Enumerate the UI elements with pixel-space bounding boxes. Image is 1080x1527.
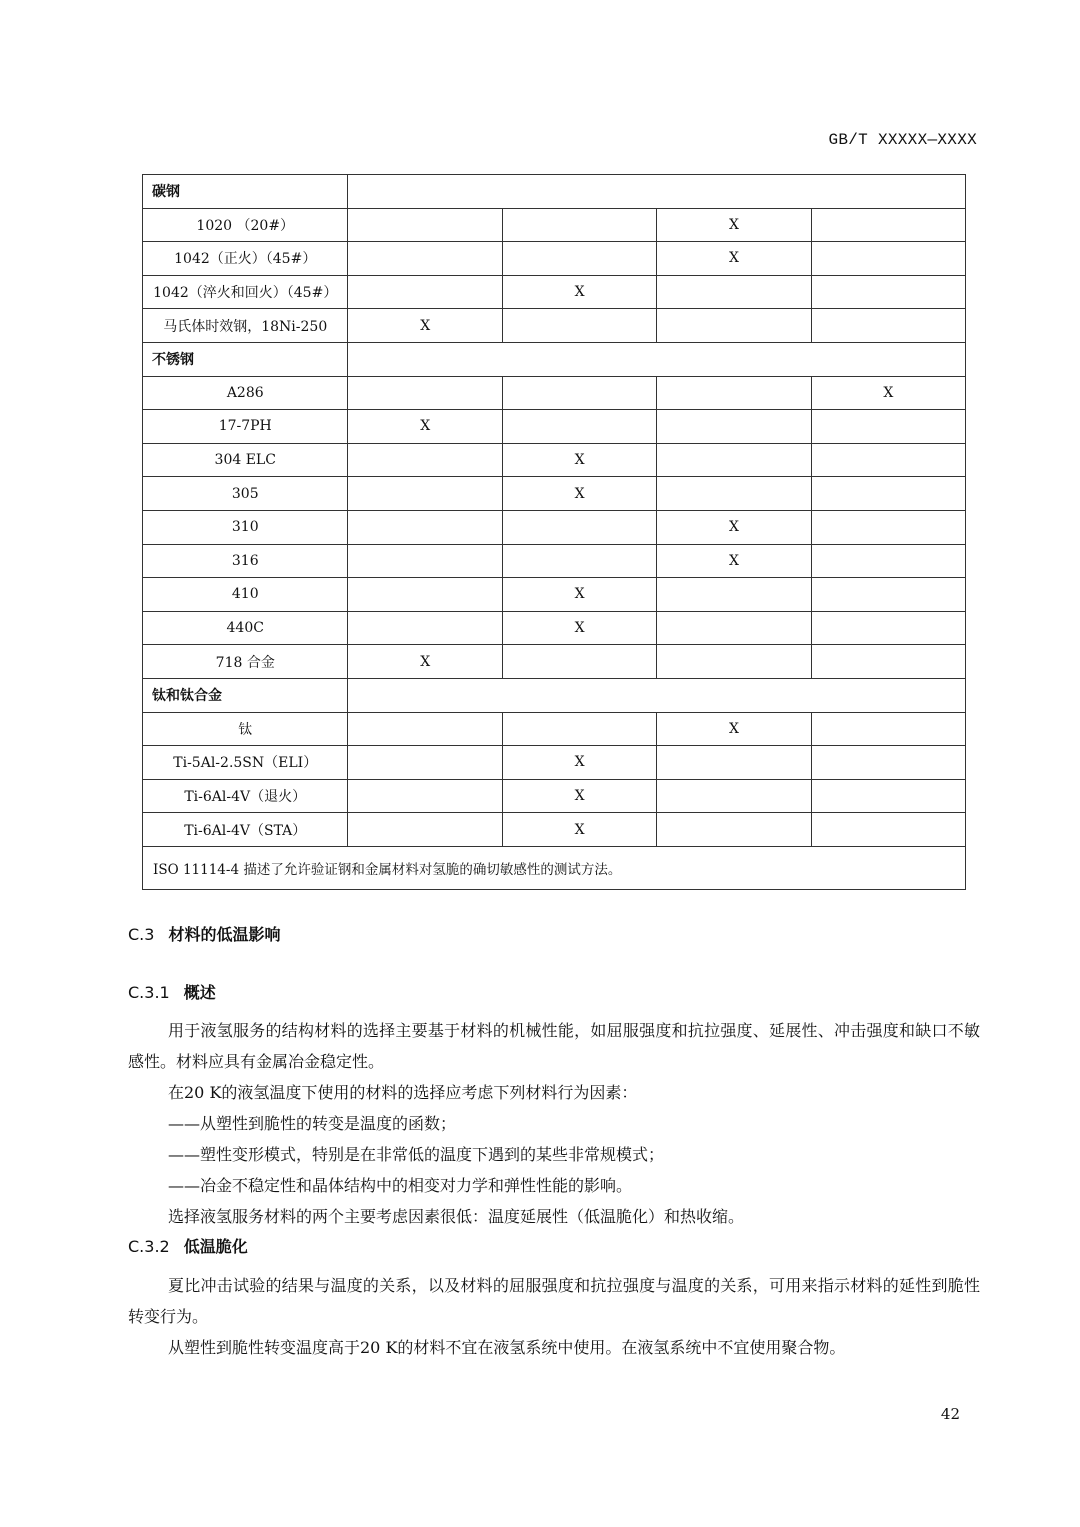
paragraph: 夏比冲击试验的结果与温度的关系，以及材料的屈服强度和抗拉强度与温度的关系，可用来指示材料的延性到脆性转变行为。 xyxy=(128,1276,980,1326)
table-note: ISO 11114-4 描述了允许验证钢和金属材料对氢脆的确切敏感性的测试方法。 xyxy=(143,846,966,889)
material-name: 718 合金 xyxy=(143,645,348,679)
table-row xyxy=(143,578,966,612)
section-number: C.3.1 xyxy=(128,983,170,1002)
mark-cell xyxy=(657,746,811,780)
group-empty-cell xyxy=(348,678,966,712)
mark-cell xyxy=(348,779,502,813)
mark-cell xyxy=(657,578,811,612)
mark-cell: X xyxy=(502,443,656,477)
mark-cell: X xyxy=(502,611,656,645)
group-title: 不锈钢 xyxy=(143,342,348,376)
mark-cell xyxy=(811,510,965,544)
mark-cell: X xyxy=(502,779,656,813)
mark-cell xyxy=(502,376,656,410)
mark-cell xyxy=(348,208,502,242)
mark-cell xyxy=(657,813,811,847)
section-c32-body xyxy=(128,1270,980,1363)
mark-cell xyxy=(657,611,811,645)
mark-cell: X xyxy=(502,275,656,309)
table-note-row xyxy=(143,846,966,889)
section-c31-body xyxy=(128,1015,980,1232)
mark-cell xyxy=(811,544,965,578)
paragraph: 从塑性到脆性转变温度高于20 K的材料不宜在液氢系统中使用。在液氢系统中不宜使用聚合物。 xyxy=(168,1338,846,1357)
mark-cell xyxy=(811,611,965,645)
mark-cell xyxy=(657,443,811,477)
table-row xyxy=(143,813,966,847)
material-name: 305 xyxy=(143,477,348,511)
material-name: 440C xyxy=(143,611,348,645)
mark-cell: X xyxy=(348,645,502,679)
material-name: 316 xyxy=(143,544,348,578)
paragraph: 在20 K的液氢温度下使用的材料的选择应考虑下列材料行为因素： xyxy=(168,1083,638,1102)
group-title: 钛和钛合金 xyxy=(143,678,348,712)
mark-cell xyxy=(502,309,656,343)
mark-cell xyxy=(502,712,656,746)
mark-cell xyxy=(348,242,502,276)
section-title: 概述 xyxy=(183,983,216,1002)
mark-cell xyxy=(811,477,965,511)
section-number: C.3.2 xyxy=(128,1237,170,1256)
mark-cell: X xyxy=(502,813,656,847)
standard-code: GB/T XXXXX—XXXX xyxy=(828,131,977,149)
list-item: ——塑性变形模式，特别是在非常低的温度下遇到的某些非常规模式； xyxy=(168,1145,665,1164)
mark-cell xyxy=(502,544,656,578)
mark-cell xyxy=(348,578,502,612)
mark-cell xyxy=(348,544,502,578)
table-group-row xyxy=(143,678,966,712)
mark-cell xyxy=(657,275,811,309)
table-row xyxy=(143,645,966,679)
mark-cell xyxy=(657,779,811,813)
mark-cell xyxy=(348,443,502,477)
mark-cell: X xyxy=(502,746,656,780)
section-title: 低温脆化 xyxy=(183,1237,248,1256)
paragraph: 选择液氢服务材料的两个主要考虑因素很低：温度延展性（低温脆化）和热收缩。 xyxy=(168,1207,745,1226)
mark-cell xyxy=(657,645,811,679)
material-name: 17-7PH xyxy=(143,410,348,444)
mark-cell: X xyxy=(348,309,502,343)
mark-cell: X xyxy=(502,578,656,612)
mark-cell xyxy=(811,813,965,847)
page-number: 42 xyxy=(940,1405,960,1423)
table-row xyxy=(143,746,966,780)
mark-cell: X xyxy=(811,376,965,410)
mark-cell: X xyxy=(657,510,811,544)
mark-cell xyxy=(348,477,502,511)
mark-cell xyxy=(502,242,656,276)
mark-cell: X xyxy=(657,242,811,276)
group-title: 碳钢 xyxy=(143,175,348,209)
material-name: 1020 （20#） xyxy=(143,208,348,242)
material-name: 钛 xyxy=(143,712,348,746)
paragraph: 用于液氢服务的结构材料的选择主要基于材料的机械性能，如屈服强度和抗拉强度、延展性、冲击强度和缺口不敏感性。材料应具有金属冶金稳定性。 xyxy=(128,1021,980,1071)
mark-cell xyxy=(657,309,811,343)
mark-cell xyxy=(811,578,965,612)
section-number: C.3 xyxy=(128,925,155,944)
table-row xyxy=(143,309,966,343)
mark-cell xyxy=(811,208,965,242)
section-heading-c3 xyxy=(128,922,280,945)
table-row xyxy=(143,208,966,242)
material-name: A286 xyxy=(143,376,348,410)
material-name: 1042（正火）（45#） xyxy=(143,242,348,276)
mark-cell xyxy=(348,746,502,780)
mark-cell xyxy=(348,376,502,410)
mark-cell xyxy=(811,410,965,444)
list-item: ——冶金不稳定性和晶体结构中的相变对力学和弹性性能的影响。 xyxy=(168,1176,633,1195)
mark-cell xyxy=(348,275,502,309)
table-group-row xyxy=(143,342,966,376)
table-row xyxy=(143,611,966,645)
mark-cell xyxy=(657,376,811,410)
mark-cell xyxy=(811,779,965,813)
table-row xyxy=(143,242,966,276)
mark-cell xyxy=(811,242,965,276)
mark-cell xyxy=(502,410,656,444)
mark-cell xyxy=(348,712,502,746)
mark-cell: X xyxy=(657,544,811,578)
mark-cell xyxy=(811,275,965,309)
mark-cell xyxy=(348,611,502,645)
list-item: ——从塑性到脆性的转变是温度的函数； xyxy=(168,1114,457,1133)
material-name: 马氏体时效钢，18Ni-250 xyxy=(143,309,348,343)
section-heading-c31 xyxy=(128,980,216,1003)
table-row xyxy=(143,275,966,309)
table-row xyxy=(143,712,966,746)
material-name: 304 ELC xyxy=(143,443,348,477)
mark-cell xyxy=(811,746,965,780)
material-name: Ti-5Al-2.5SN（ELI） xyxy=(143,746,348,780)
material-name: Ti-6Al-4V（退火） xyxy=(143,779,348,813)
table-row xyxy=(143,443,966,477)
material-name: 410 xyxy=(143,578,348,612)
table-row xyxy=(143,477,966,511)
section-heading-c32 xyxy=(128,1234,248,1257)
mark-cell xyxy=(657,410,811,444)
mark-cell xyxy=(502,208,656,242)
mark-cell xyxy=(502,510,656,544)
mark-cell: X xyxy=(348,410,502,444)
material-name: 310 xyxy=(143,510,348,544)
mark-cell xyxy=(811,309,965,343)
table-row xyxy=(143,376,966,410)
mark-cell xyxy=(811,712,965,746)
mark-cell xyxy=(811,443,965,477)
material-compatibility-table xyxy=(142,174,966,890)
group-empty-cell xyxy=(348,175,966,209)
mark-cell xyxy=(811,645,965,679)
mark-cell xyxy=(657,477,811,511)
material-name: 1042（淬火和回火）（45#） xyxy=(143,275,348,309)
mark-cell xyxy=(348,813,502,847)
section-title: 材料的低温影响 xyxy=(168,925,281,944)
mark-cell xyxy=(348,510,502,544)
group-empty-cell xyxy=(348,342,966,376)
table-row xyxy=(143,779,966,813)
table-row xyxy=(143,410,966,444)
table-row xyxy=(143,510,966,544)
table-row xyxy=(143,544,966,578)
table-group-row xyxy=(143,175,966,209)
material-name: Ti-6Al-4V（STA） xyxy=(143,813,348,847)
mark-cell xyxy=(502,645,656,679)
mark-cell: X xyxy=(657,208,811,242)
mark-cell: X xyxy=(502,477,656,511)
mark-cell: X xyxy=(657,712,811,746)
